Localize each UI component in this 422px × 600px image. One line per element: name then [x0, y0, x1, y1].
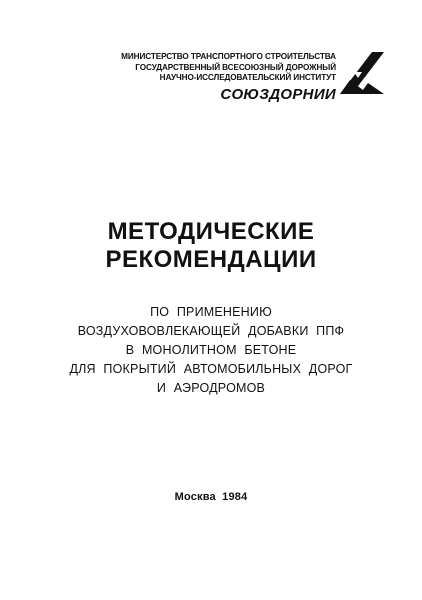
- ministry-line: МИНИСТЕРСТВО ТРАНСПОРТНОГО СТРОИТЕЛЬСТВА: [121, 52, 336, 61]
- institute-line-1: ГОСУДАРСТВЕННЫЙ ВСЕСОЮЗНЫЙ ДОРОЖНЫЙ: [135, 62, 336, 72]
- soyuzdornii-logo-icon: [338, 52, 384, 94]
- institute-line-2: НАУЧНО-ИССЛЕДОВАТЕЛЬСКИЙ ИНСТИТУТ: [159, 73, 336, 82]
- subtitle-line-3: В МОНОЛИТНОМ БЕТОНЕ: [125, 343, 297, 357]
- organization-name: СОЮЗДОРНИИ: [220, 85, 336, 103]
- subtitle-line-2: ВОЗДУХОВОВЛЕКАЮЩЕЙ ДОБАВКИ ППФ: [77, 324, 345, 338]
- title-line-1: МЕТОДИЧЕСКИЕ: [107, 218, 315, 245]
- title-line-2: РЕКОМЕНДАЦИИ: [105, 246, 317, 273]
- document-title: [0, 218, 422, 274]
- document-subtitle: [0, 303, 422, 398]
- place-and-year: Москва 1984: [174, 491, 248, 503]
- subtitle-line-1: ПО ПРИМЕНЕНИЮ: [150, 305, 272, 319]
- subtitle-line-4: ДЛЯ ПОКРЫТИЙ АВТОМОБИЛЬНЫХ ДОРОГ: [69, 362, 353, 376]
- subtitle-line-5: И АЭРОДРОМОВ: [156, 381, 266, 395]
- organization-header: [96, 52, 336, 103]
